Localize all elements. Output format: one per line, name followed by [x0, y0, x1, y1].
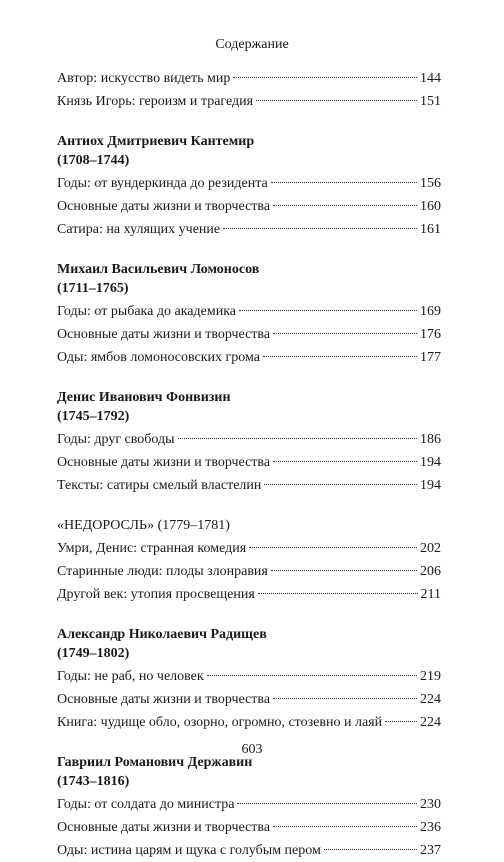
toc-entry-page: 237 — [420, 843, 441, 858]
toc-entry-title: Основные даты жизни и творчества — [57, 327, 271, 342]
toc-entry[interactable] — [57, 172, 441, 195]
toc-entry[interactable] — [57, 665, 441, 688]
author-heading — [57, 132, 441, 170]
dot-leader — [273, 333, 417, 334]
toc-entry[interactable] — [57, 90, 441, 113]
dot-leader — [207, 675, 417, 676]
dot-leader — [324, 849, 417, 850]
author-name: Александр Николаевич Радищев — [57, 627, 267, 642]
dot-leader — [264, 484, 417, 485]
toc-entry[interactable] — [57, 688, 441, 711]
author-years: (1743–1816) — [57, 774, 130, 789]
toc-entry-title: Основные даты жизни и творчества — [57, 455, 271, 470]
toc-entry-page: 194 — [420, 478, 441, 493]
running-head: Содержание — [215, 37, 289, 52]
toc-entry-page: 156 — [420, 176, 441, 191]
author-years: (1708–1744) — [57, 153, 130, 168]
dot-leader — [273, 826, 417, 827]
dot-leader — [239, 310, 417, 311]
page-number: 603 — [241, 742, 263, 757]
toc-entry-page: 177 — [420, 350, 441, 365]
toc-section — [57, 132, 441, 241]
dot-leader — [271, 182, 417, 183]
intro-entries — [57, 67, 441, 113]
author-heading — [57, 260, 441, 298]
author-years: (1745–1792) — [57, 409, 130, 424]
toc-section — [57, 388, 441, 497]
toc-entry-title: Тексты: сатиры смелый властелин — [57, 478, 262, 493]
toc-entry-page: 186 — [420, 432, 441, 447]
toc-entry-page: 176 — [420, 327, 441, 342]
toc-entry-page: 160 — [420, 199, 441, 214]
toc-entry[interactable] — [57, 839, 441, 862]
toc-entry-page: 206 — [420, 564, 441, 579]
toc-entry-page: 219 — [420, 669, 441, 684]
toc-entry-page: 161 — [420, 222, 441, 237]
toc-entry-title: Оды: ямбов ломоносовских грома — [57, 350, 260, 365]
toc-entry-title: Годы: от рыбака до академика — [57, 304, 236, 319]
toc-entry[interactable] — [57, 428, 441, 451]
toc-entry-page: 224 — [420, 715, 441, 730]
toc-entry[interactable] — [57, 67, 441, 90]
toc-entry-title: Другой век: утопия просвещения — [57, 587, 255, 602]
toc-entry-title: Годы: от солдата до министра — [57, 797, 235, 812]
toc-entry[interactable] — [57, 537, 441, 560]
toc-entry-title: Умри, Денис: странная комедия — [57, 541, 247, 556]
dot-leader — [258, 593, 418, 594]
author-name: Михаил Васильевич Ломоносов — [57, 262, 260, 277]
dot-leader — [178, 438, 417, 439]
toc-entry-title: Оды: истина царям и щука с голубым пером — [57, 843, 321, 858]
toc-section — [57, 625, 441, 734]
toc-entry-page: 202 — [420, 541, 441, 556]
toc-entry[interactable] — [57, 583, 441, 606]
toc-entry-title: Основные даты жизни и творчества — [57, 199, 271, 214]
toc-entry[interactable] — [57, 474, 441, 497]
toc-entry-title: Основные даты жизни и творчества — [57, 820, 271, 835]
author-heading — [57, 388, 441, 426]
toc-entry-title: Князь Игорь: героизм и трагедия — [57, 94, 254, 109]
dot-leader — [273, 698, 417, 699]
author-name: Денис Иванович Фонвизин — [57, 390, 231, 405]
dot-leader — [237, 803, 417, 804]
toc-entry-title: Книга: чудище обло, озорно, огромно, стозевно и лаяй — [57, 715, 383, 730]
toc-entry-title: Автор: искусство видеть мир — [57, 71, 231, 86]
toc-entry-title: Годы: друг свободы — [57, 432, 175, 447]
toc-entry[interactable] — [57, 451, 441, 474]
work-heading: «НЕДОРОСЛЬ» (1779–1781) — [57, 518, 230, 533]
toc-entry-page: 151 — [420, 94, 441, 109]
toc-section — [57, 753, 441, 862]
toc-entry[interactable] — [57, 346, 441, 369]
toc-entry-title: Сатира: на хулящих учение — [57, 222, 221, 237]
dot-leader — [249, 547, 417, 548]
toc-entry-page: 169 — [420, 304, 441, 319]
toc-entry-page: 211 — [420, 587, 441, 602]
toc-section — [57, 516, 441, 606]
dot-leader — [256, 100, 417, 101]
author-name: Гавриил Романович Державин — [57, 755, 253, 770]
author-years: (1711–1765) — [57, 281, 129, 296]
toc-entry[interactable] — [57, 560, 441, 583]
toc-entry[interactable] — [57, 816, 441, 839]
toc-entry-title: Старинные люди: плоды злонравия — [57, 564, 268, 579]
author-heading — [57, 753, 441, 791]
dot-leader — [263, 356, 417, 357]
dot-leader — [273, 461, 417, 462]
author-heading — [57, 625, 441, 663]
toc-entry-page: 194 — [420, 455, 441, 470]
author-years: (1749–1802) — [57, 646, 130, 661]
toc-section — [57, 260, 441, 369]
toc-entry[interactable] — [57, 323, 441, 346]
toc-entry-title: Основные даты жизни и творчества — [57, 692, 271, 707]
dot-leader — [271, 570, 417, 571]
toc-entry-page: 224 — [420, 692, 441, 707]
dot-leader — [273, 205, 417, 206]
toc-entry-title: Годы: от вундеркинда до резидента — [57, 176, 268, 191]
toc-entry[interactable] — [57, 218, 441, 241]
toc-entry-page: 236 — [420, 820, 441, 835]
toc-entry-title: Годы: не раб, но человек — [57, 669, 204, 684]
dot-leader — [223, 228, 417, 229]
author-name: Антиох Дмитриевич Кантемир — [57, 134, 255, 149]
dot-leader — [385, 721, 417, 722]
toc-entry[interactable] — [57, 711, 441, 734]
dot-leader — [233, 77, 417, 78]
toc-entry-page: 144 — [420, 71, 441, 86]
toc-entry-page: 230 — [420, 797, 441, 812]
toc-entry[interactable] — [57, 195, 441, 218]
toc-entry[interactable] — [57, 300, 441, 323]
toc-entry[interactable] — [57, 793, 441, 816]
